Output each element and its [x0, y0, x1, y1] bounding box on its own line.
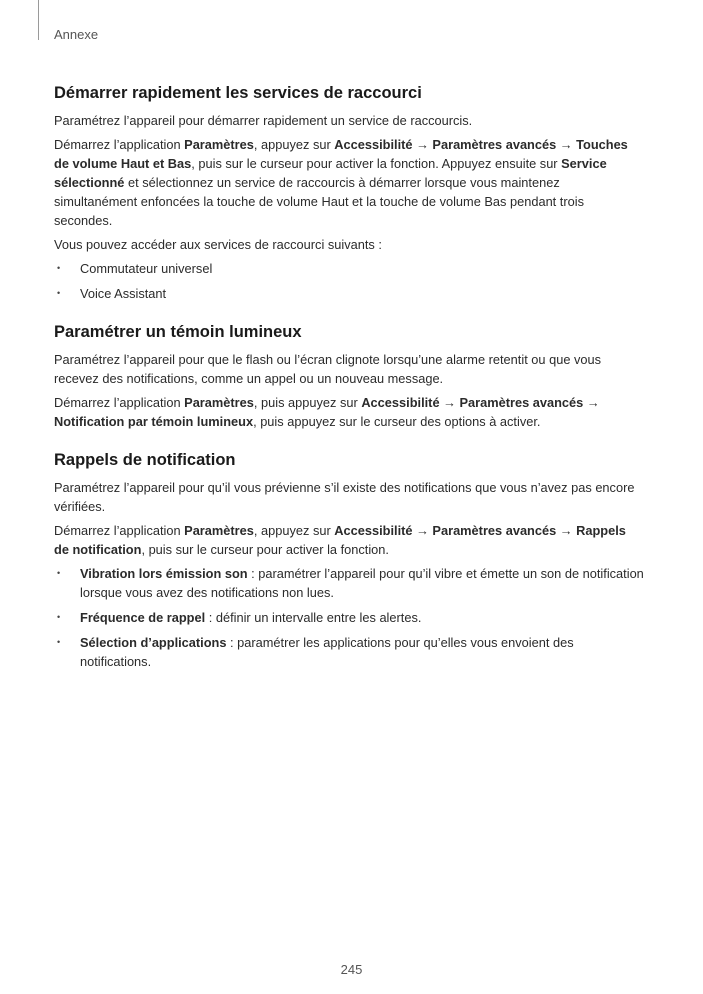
- section-title: Rappels de notification: [54, 451, 236, 469]
- text-run: , puis appuyez sur le curseur des options à activer.: [253, 414, 541, 429]
- bold-run: Accessibilité → Paramètres avancés → Notification par témoin lumineux: [54, 395, 600, 429]
- page-number: 245: [340, 962, 363, 977]
- section-light-indicator: [54, 323, 644, 431]
- paragraph: Vous pouvez accéder aux services de raccourci suivants :: [54, 237, 382, 252]
- paragraph: Paramétrez l’appareil pour qu’il vous prévienne s’il existe des notifications que vous n’avez pas encore vérifiées.: [54, 480, 635, 514]
- section-shortcut-services: [54, 84, 644, 303]
- list-item: [54, 564, 644, 602]
- section-title: Démarrer rapidement les services de raccourci: [54, 84, 422, 102]
- text-run: , appuyez sur: [253, 523, 335, 538]
- margin-rule: [38, 0, 39, 40]
- paragraph: Paramétrez l’appareil pour que le flash ou l’écran clignote lorsqu’une alarme retentit ou que vous recevez des notifications, comme un appel ou un nouveau message.: [54, 352, 602, 386]
- term: Vibration lors émission son: [80, 566, 248, 581]
- section-title: Paramétrer un témoin lumineux: [54, 323, 302, 341]
- term: Fréquence de rappel: [80, 610, 206, 625]
- text-run: , appuyez sur: [253, 137, 335, 152]
- description: : définir un intervalle entre les alertes.: [205, 610, 422, 625]
- text-run: et sélectionnez un service de raccourcis à démarrer lorsque vous maintenez simultanément enfoncées la touche de volume Haut et la touche de volume Bas pendant trois secondes.: [54, 175, 584, 228]
- list-item: [54, 608, 644, 627]
- paragraph: Paramétrez l’appareil pour démarrer rapidement un service de raccourcis.: [54, 113, 473, 128]
- paragraph: [54, 135, 644, 230]
- paragraph: [54, 393, 644, 431]
- list-item: • Voice Assistant: [54, 284, 644, 303]
- bold-run: Paramètres: [184, 137, 254, 152]
- text-run: , puis sur le curseur pour activer la fonction. Appuyez ensuite sur: [191, 156, 562, 171]
- text-run: Démarrez l’application: [54, 137, 185, 152]
- text-run: , puis appuyez sur: [253, 395, 362, 410]
- text-run: Démarrez l’application: [54, 395, 185, 410]
- text-run: Démarrez l’application: [54, 523, 185, 538]
- term: Sélection d’applications: [80, 635, 227, 650]
- bold-run: Accessibilité → Paramètres avancés → Rappels de notification: [54, 523, 626, 557]
- bold-run: Service sélectionné: [54, 156, 607, 190]
- description: : paramétrer l’appareil pour qu’il vibre et émette un son de notification lorsque vous avez des notifications non lues.: [80, 566, 644, 600]
- description: : paramétrer les applications pour qu’elles vous envoient des notifications.: [80, 635, 574, 669]
- bullet-list: [54, 564, 644, 671]
- paragraph: [54, 521, 644, 559]
- list-item: • Commutateur universel: [54, 259, 644, 278]
- bullet-list: [54, 259, 644, 303]
- section-label: Annexe: [54, 27, 99, 42]
- text-run: , puis sur le curseur pour activer la fonction.: [141, 542, 389, 557]
- list-item: [54, 633, 644, 671]
- page-content: [54, 84, 644, 691]
- section-notification-reminders: [54, 451, 644, 671]
- bold-run: Paramètres: [184, 523, 254, 538]
- bold-run: Paramètres: [184, 395, 254, 410]
- bold-run: Accessibilité → Paramètres avancés → Touches de volume Haut et Bas: [54, 137, 628, 171]
